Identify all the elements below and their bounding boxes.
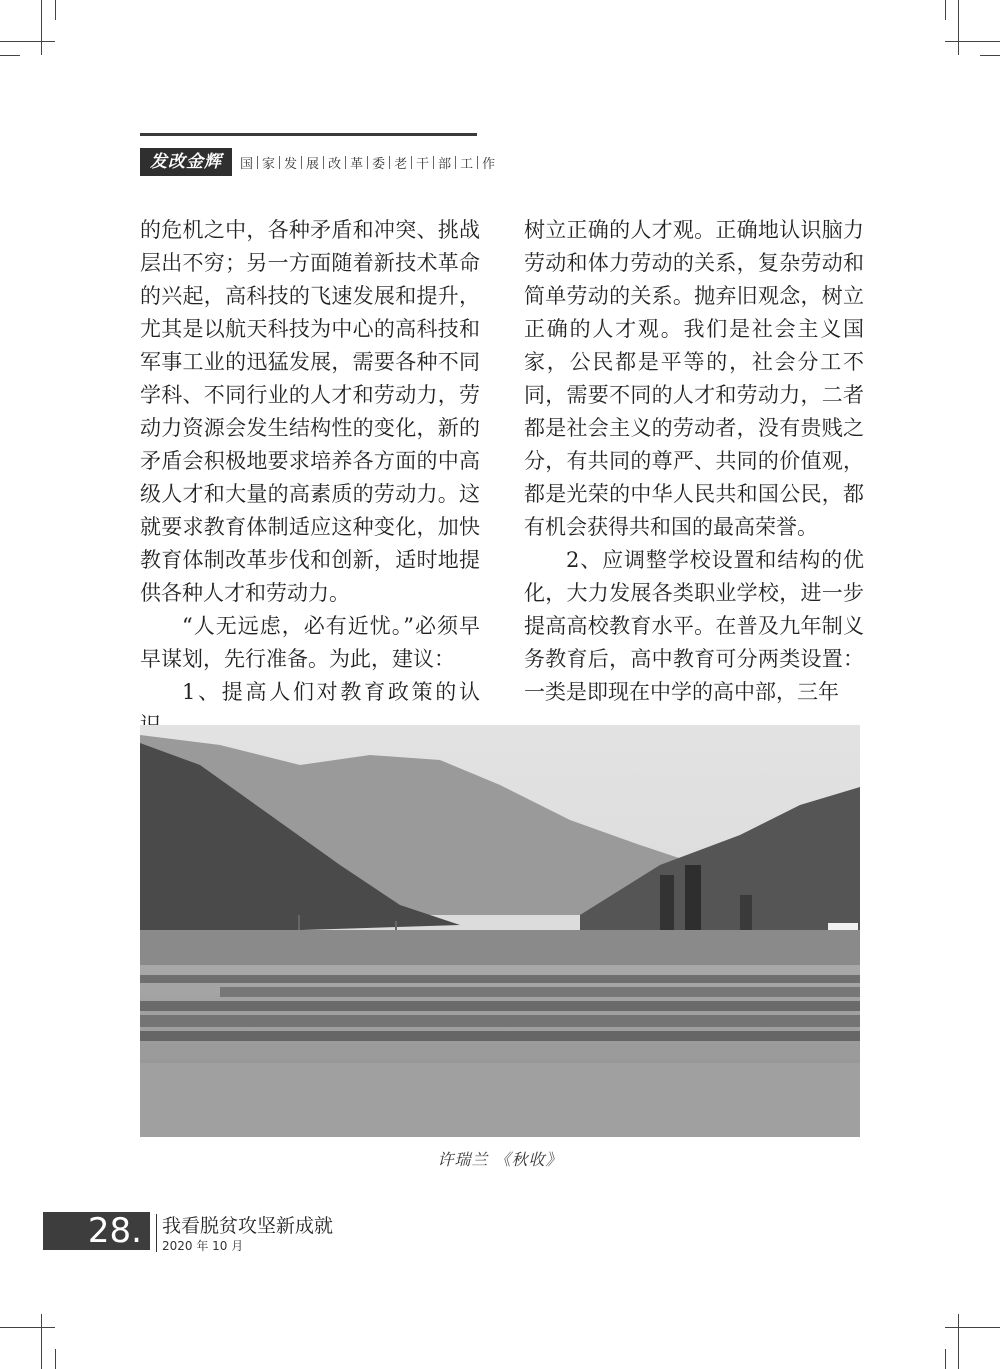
- org-separator: [301, 156, 302, 169]
- page-number: 28.: [43, 1212, 150, 1250]
- left-column: [140, 214, 480, 742]
- crop-mark: [945, 1327, 1000, 1328]
- footer-divider: [156, 1214, 157, 1252]
- crop-mark: [55, 0, 56, 20]
- org-separator: [367, 156, 368, 169]
- crop-mark: [958, 1314, 959, 1369]
- org-char: 委: [372, 156, 386, 172]
- org-char: 干: [416, 156, 430, 172]
- org-separator: [257, 156, 258, 169]
- org-separator: [279, 156, 280, 169]
- crop-mark: [945, 41, 1000, 42]
- org-char: 国: [240, 156, 254, 172]
- paragraph: 的危机之中，各种矛盾和冲突、挑战层出不穷；另一方面随着新技术革命的兴起，高科技的飞速发展和提升，尤其是以航天科技为中心的高科技和军事工业的迅猛发展，需要各种不同学科、不同行业的人才和劳动力，劳动力资源会发生结构性的变化，新的矛盾会积极地要求培养各方面的中高级人才和大量的高素质的劳动力。这就要求教育体制适应这种变化，加快教育体制改革步伐和创新，适时地提供各种人才和劳动力。: [140, 218, 480, 605]
- org-char: 革: [350, 156, 364, 172]
- org-char: 发: [284, 156, 298, 172]
- crop-mark: [958, 0, 959, 55]
- org-char: 展: [306, 156, 320, 172]
- crop-mark: [41, 0, 42, 55]
- paragraph: 2、应调整学校设置和结构的优化，大力发展各类职业学校，进一步提高高校教育水平。在普及九年制义务教育后，高中教育可分两类设置：一类是即现在中学的高中部，三年: [524, 548, 864, 704]
- landscape-photo: [140, 725, 860, 1137]
- org-separator: [323, 156, 324, 169]
- crop-mark: [0, 1327, 55, 1328]
- crop-mark: [945, 1349, 946, 1369]
- org-char: 工: [460, 156, 474, 172]
- org-separator: [345, 156, 346, 169]
- issue-date: 2020 年 10 月: [162, 1239, 244, 1253]
- org-separator: [411, 156, 412, 169]
- crop-mark: [0, 55, 20, 56]
- org-name: [240, 150, 495, 174]
- org-separator: [389, 156, 390, 169]
- org-char: 改: [328, 156, 342, 172]
- org-char: 作: [482, 156, 496, 172]
- crop-mark: [0, 41, 55, 42]
- section-brand: 发改金辉: [140, 148, 232, 176]
- org-separator: [477, 156, 478, 169]
- paragraph: “人无远虑，必有近忧。”必须早早谋划，先行准备。为此，建议：: [140, 614, 480, 671]
- crop-mark: [55, 1349, 56, 1369]
- org-char: 部: [438, 156, 452, 172]
- paragraph: 树立正确的人才观。正确地认识脑力劳动和体力劳动的关系，复杂劳动和简单劳动的关系。抛弃旧观念，树立正确的人才观。我们是社会主义国家，公民都是平等的，社会分工不同，需要不同的人才和劳动力，二者都是社会主义的劳动者，没有贵贱之分，有共同的尊严、共同的价值观，都是光荣的中华人民共和国公民，都有机会获得共和国的最高荣誉。: [524, 218, 864, 539]
- org-char: 老: [394, 156, 408, 172]
- crop-mark: [41, 1314, 42, 1369]
- publication-title: 我看脱贫攻坚新成就: [162, 1215, 334, 1237]
- right-column: [524, 214, 864, 709]
- header-rule: [140, 133, 477, 136]
- org-char: 家: [262, 156, 276, 172]
- photo-caption: 许瑞兰 《秋收》: [437, 1150, 563, 1169]
- crop-mark: [980, 55, 1000, 56]
- org-separator: [433, 156, 434, 169]
- crop-mark: [945, 0, 946, 20]
- org-separator: [455, 156, 456, 169]
- paragraph: 1、提高人们对教育政策的认: [182, 680, 480, 704]
